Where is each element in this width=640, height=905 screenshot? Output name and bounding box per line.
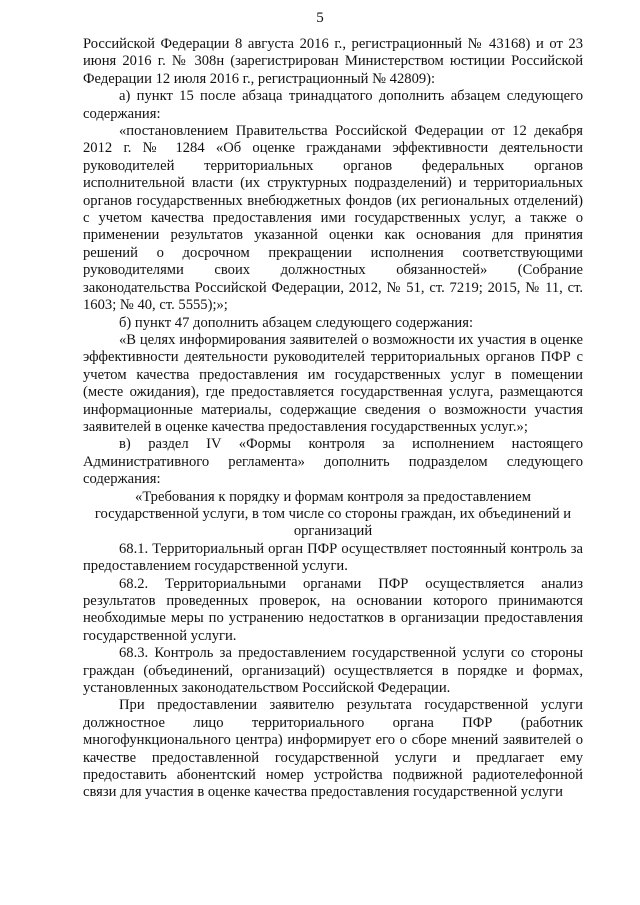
paragraph-item-b: б) пункт 47 дополнить абзацем следующего содержания: <box>119 314 474 331</box>
paragraph-item-v: в) раздел IV «Формы контроля за исполнением настоящего Административного регламента» дополнить подразделом следующего содержания: <box>83 436 583 488</box>
paragraph-68-3: 68.3. Контроль за предоставлением государственной услуги со стороны граждан (объединений, организаций) осуществляется в порядке и формах, установленных законодательством Российской Федерации. <box>83 645 583 697</box>
document-body <box>83 36 583 802</box>
paragraph-item-a: а) пункт 15 после абзаца тринадцатого дополнить абзацем следующего содержания: <box>83 88 583 122</box>
paragraph-68-2: 68.2. Территориальными органами ПФР осуществляется анализ результатов проведенных проверок, на основании которого принимаются необходимые меры по устранению недостатков в организации предоставления государственной услуги. <box>83 575 583 644</box>
paragraph-68-1: 68.1. Территориальный орган ПФР осуществляет постоянный контроль за предоставлением государственной услуги. <box>83 540 583 575</box>
paragraph-registration-tail: Российской Федерации 8 августа 2016 г., регистрационный № 43168) и от 23 июня 2016 г. № 308н (зарегистрирован Министерством юстиции Российской Федерации 12 июля 2016 г., регистрационный № 42809): <box>83 36 583 87</box>
subsection-heading: «Требования к порядку и формам контроля за предоставлением государственной услуги, в том числе со стороны граждан, их объединений и организаций <box>94 488 572 540</box>
page-number: 5 <box>316 10 324 26</box>
paragraph-result-provision: При предоставлении заявителю результата государственной услуги должностное лицо территориального органа ПФР (работник многофункционального центра) информирует его о сборе мнений заявителей о качестве предоставленной государственной услуги и предлагает ему предоставить абонентский номер устройства подвижной радиотелефонной связи для участия в оценке качества предоставления государственной услуги <box>83 697 583 801</box>
paragraph-quoted-informing: «В целях информирования заявителей о возможности их участия в оценке эффективности деятельности руководителей территориальных органов ПФР с учетом качества предоставления им государственных услуг в помещении (месте ожидания), где предоставляется государственная услуга, размещаются информационные материалы, содержащие сведения о возможности участия заявителей в оценке качества предоставления государственных услуг.»; <box>83 331 583 435</box>
paragraph-quoted-resolution: «постановлением Правительства Российской Федерации от 12 декабря 2012 г. № 1284 «Об оценке гражданами эффективности деятельности руководителей территориальных органов федеральных органов исполнительной власти (их структурных подразделений) и территориальных органов государственных внебюджетных фондов (их региональных отделений) с учетом качества предоставления ими государственных услуг, а также о применении результатов указанной оценки как основания для принятия решений о досрочном прекращении исполнения соответствующими руководителями своих должностных обязанностей» (Собрание законодательства Российской Федерации, 2012, № 51, ст. 7219; 2015, № 11, ст. 1603; № 40, ст. 5555);»; <box>83 123 583 314</box>
